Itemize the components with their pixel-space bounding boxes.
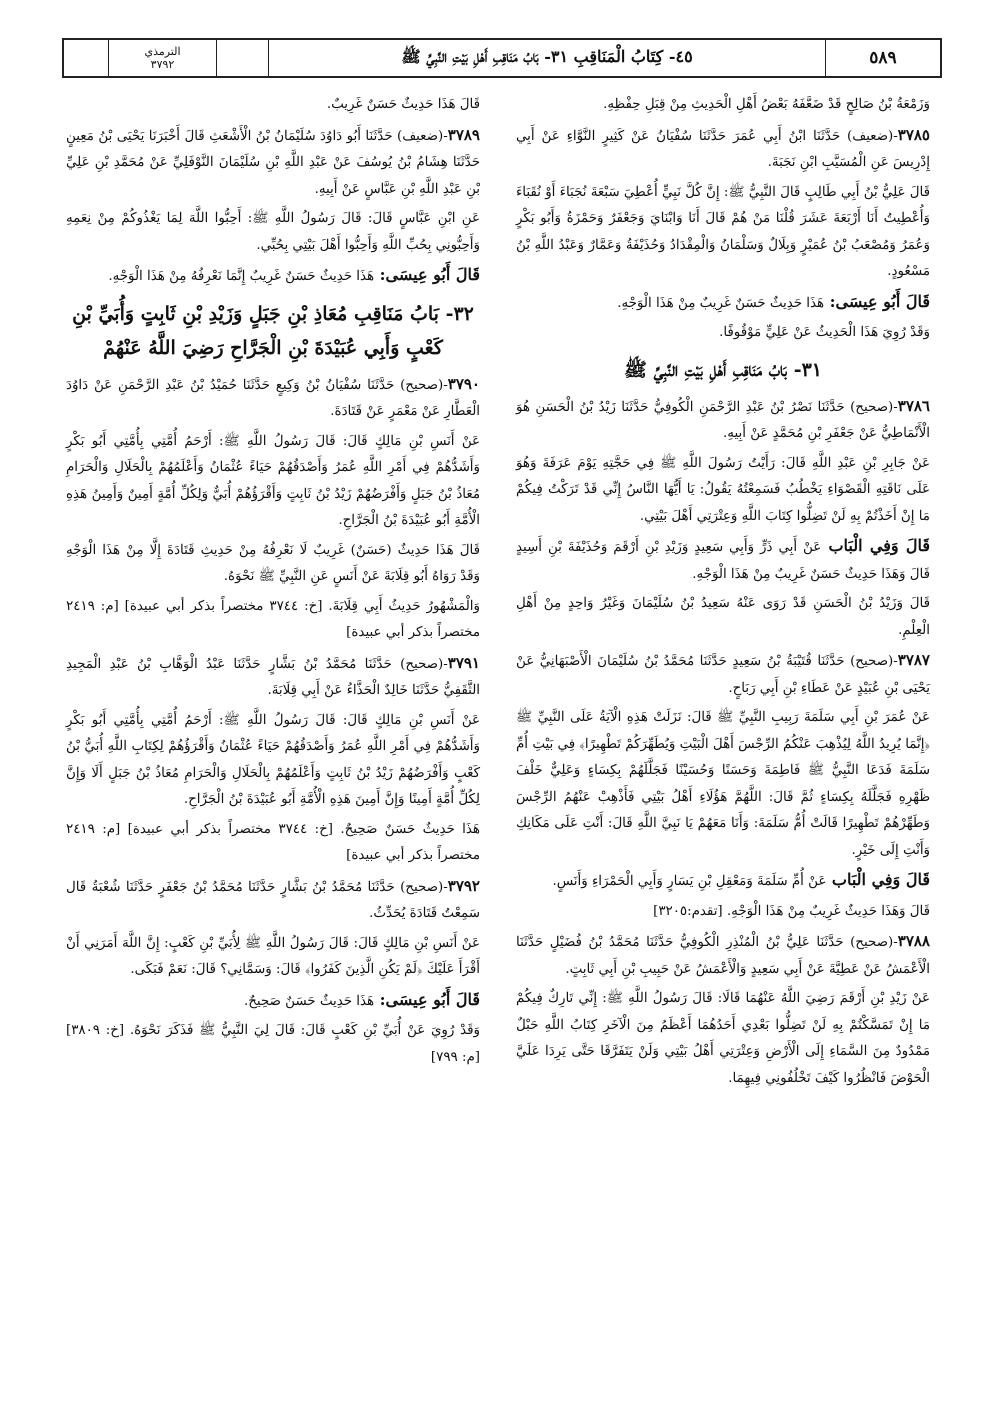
right-column xyxy=(516,92,930,1095)
text-paragraph xyxy=(516,591,930,644)
commentary-lead: قَالَ أَبُو عِيسَى: xyxy=(374,989,480,1009)
paragraph-text: -(ضعيف) حَدَّثَنَا أَبُو دَاوُدَ سُلَيْمَانُ بْنُ الْأَشْعَثِ قَالَ أَخْبَرَنَا يَحْيَى بْنُ مَعِينٍ حَدَّثَنَا هِشَامُ بْنُ يُوسُفَ عَنْ عَبْدِ اللَّهِ بْنِ سُلَيْمَانَ النَّوْفَلِيِّ عَنْ مُحَمَّدِ بْنِ عَلِيِّ بْنِ عَبْدِ اللَّهِ بْنِ عَبَّاسٍ عَنْ أَبِيهِ. xyxy=(66,128,480,197)
paragraph-text: عَنْ أَنَسِ بْنِ مَالِكٍ قَالَ: قَالَ رَسُولُ اللَّهِ ﷺ: أَرْحَمُ أُمَّتِي بِأُمَّتِي أَبُو بَكْرٍ وَأَشَدُّهُمْ فِي أَمْرِ اللَّهِ عُمَرُ وَأَصْدَقُهُمْ حَيَاءً عُثْمَانُ وَأَعْلَمُهُمْ بِالْحَلَالِ وَالْحَرَامِ مُعَاذُ بْنُ جَبَلٍ وَأَفْرَضُهُمْ زَيْدُ بْنُ ثَابِتٍ وَأَقْرَؤُهُمْ أُبَيٌّ وَلِكُلِّ أُمَّةٍ أَمِينٌ وَأَمِينُ هَذِهِ الْأُمَّةِ أَبُو عُبَيْدَةَ بْنُ الْجَرَّاحِ. xyxy=(66,433,480,528)
paragraph-text: هَذَا حَدِيثٌ حَسَنٌ غَرِيبٌ إِنَّمَا نَعْرِفُهُ مِنْ هَذَا الْوَجْهِ. xyxy=(108,269,375,284)
hadith-paragraph xyxy=(66,650,480,705)
text-paragraph xyxy=(516,92,930,119)
paragraph-text: -(صحيح) حَدَّثَنَا نَصْرُ بْنُ عَبْدِ الرَّحْمَنِ الْكُوفِيُّ حَدَّثَنَا زَيْدُ بْنُ الْحَسَنِ هُوَ الْأَنْمَاطِيُّ عَنْ جَعْفَرِ بْنِ مُحَمَّدٍ عَنْ أَبِيهِ. xyxy=(516,399,930,441)
text-paragraph xyxy=(516,180,930,286)
text-paragraph xyxy=(516,320,930,347)
paragraph-text: -(صحيح) حَدَّثَنَا مُحَمَّدُ بْنُ بَشَّارٍ حَدَّثَنَا عَبْدُ الْوَهَّابِ بْنُ عَبْدِ الْمَجِيدِ الثَّقَفِيُّ حَدَّثَنَا خَالِدٌ الْحَذَّاءُ عَنْ أَبِي قِلَابَةَ. xyxy=(66,656,480,698)
page-header xyxy=(62,38,942,78)
paragraph-text: قَالَ وَزَيْدُ بْنُ الْحَسَنِ قَدْ رَوَى عَنْهُ سَعِيدُ بْنُ سُلَيْمَانَ وَغَيْرُ وَاحِدٍ مِنْ أَهْلِ الْعِلْمِ. xyxy=(516,596,930,638)
paragraph-text: قَالَ هَذَا حَدِيثٌ حَسَنٌ غَرِيبٌ. xyxy=(326,97,480,112)
text-paragraph xyxy=(66,538,480,591)
text-paragraph xyxy=(66,206,480,259)
header-empty-cell xyxy=(64,40,109,76)
header-ref-number: ٣٧٩٢ xyxy=(150,58,175,71)
paragraph-text: وَزَمْعَةُ بْنُ صَالِحٍ قَدْ ضَعَّفَهُ بَعْضُ أَهْلِ الْحَدِيثِ مِنْ قِبَلِ حِفْظِهِ. xyxy=(603,97,930,112)
hadith-paragraph xyxy=(66,122,480,204)
paragraph-text: قَالَ عَلِيُّ بْنُ أَبِي طَالِبٍ قَالَ النَّبِيُّ ﷺ: إِنَّ كُلَّ نَبِيٍّ أُعْطِيَ سَبْعَةَ نُجَبَاءَ أَوْ نُقَبَاءَ وَأُعْطِيتُ أَنَا أَرْبَعَةَ عَشَرَ قُلْنَا مَنْ هُمْ قَالَ أَنَا وَابْنَايَ وَجَعْفَرٌ وَحَمْزَةُ وَأَبُو بَكْرٍ وَعُمَرُ وَمُصْعَبُ بْنُ عُمَيْرٍ وَبِلَالٌ وَسَلْمَانُ وَالْمِقْدَادُ وَحُذَيْفَةُ وَعَمَّارٌ وَعَبْدُ اللَّهِ بْنُ مَسْعُودٍ. xyxy=(516,184,930,279)
hadith-paragraph xyxy=(516,928,930,983)
text-paragraph xyxy=(66,817,480,870)
paragraph-text: -(صحيح) حَدَّثَنَا قُتَيْبَةُ بْنُ سَعِيدٍ حَدَّثَنَا مُحَمَّدُ بْنُ سُلَيْمَانَ الْأَصْبَهَانِيُّ عَنْ يَحْيَى بْنِ عُبَيْدٍ عَنْ عَطَاءِ بْنِ أَبِي رَبَاحٍ. xyxy=(516,654,930,696)
commentary-paragraph xyxy=(66,987,480,1016)
paragraph-text: عَنْ جَابِرِ بْنِ عَبْدِ اللَّهِ قَالَ: رَأَيْتُ رَسُولَ اللَّهِ ﷺ فِي حَجَّتِهِ يَوْمَ عَرَفَةَ وَهُوَ عَلَى نَاقَتِهِ الْقَصْوَاءِ يَخْطُبُ فَسَمِعْتُهُ يَقُولُ: يَا أَيُّهَا النَّاسُ إِنِّي قَدْ تَرَكْتُ فِيكُمْ مَا إِنْ أَخَذْتُمْ بِهِ لَنْ تَضِلُّوا كِتَابَ اللَّهِ وَعِتْرَتِي أَهْلَ بَيْتِي. xyxy=(516,455,930,524)
paragraph-text: هَذَا حَدِيثٌ حَسَنٌ صَحِيحٌ. [خ: ٣٧٤٤ مختصراً بذكر أبي عبيدة] [م: ٢٤١٩ مختصراً بذكر أبي عبيدة] xyxy=(66,821,480,863)
text-paragraph xyxy=(66,708,480,814)
text-paragraph xyxy=(66,92,480,119)
hadith-paragraph xyxy=(516,647,930,702)
hadith-number: ٣٧٨٨ xyxy=(897,932,930,950)
text-paragraph xyxy=(516,451,930,531)
header-empty-cell-2 xyxy=(217,40,269,76)
paragraph-text: وَقَدْ رُوِيَ هَذَا الْحَدِيثُ عَنْ عَلِيٍّ مَوْقُوفًا. xyxy=(719,325,930,340)
hadith-number: ٣٧٨٦ xyxy=(897,396,930,415)
header-ref-cell xyxy=(109,40,217,76)
paragraph-text: عَنْ زَيْدِ بْنِ أَرْقَمَ رَضِيَ اللَّهُ عَنْهُمَا قَالَا: قَالَ رَسُولُ اللَّهِ ﷺ: إِنِّي تَارِكٌ فِيكُمْ مَا إِنْ تَمَسَّكْتُمْ بِهِ لَنْ تَضِلُّوا بَعْدِي أَحَدُهُمَا أَعْظَمُ مِنَ الْآخَرِ كِتَابُ اللَّهِ حَبْلٌ مَمْدُودٌ مِنَ السَّمَاءِ إِلَى الْأَرْضِ وَعِتْرَتِي أَهْلُ بَيْتِي وَلَنْ يَتَفَرَّقَا حَتَّى يَرِدَا عَلَيَّ الْحَوْضَ فَانْظُرُوا كَيْفَ تَخْلُفُونِي فِيهِمَا. xyxy=(516,991,930,1086)
hadith-number: ٣٧٨٥ xyxy=(897,125,930,144)
paragraph-text: قَالَ هَذَا حَدِيثٌ (حَسَنٌ) غَرِيبٌ لَا نَعْرِفُهُ مِنْ حَدِيثِ قَتَادَةَ إِلَّا مِنْ هَذَا الْوَجْهِ وَقَدْ رَوَاهُ أَبُو قِلَابَةَ عَنْ أَنَسٍ عَنِ النَّبِيِّ ﷺ نَحْوَهُ. xyxy=(66,542,480,584)
commentary-paragraph xyxy=(516,533,930,588)
paragraph-text: -(صحيح) حَدَّثَنَا سُفْيَانُ بْنُ وَكِيعٍ حَدَّثَنَا حُمَيْدُ بْنُ عَبْدِ الرَّحْمَنِ عَنْ دَاوُدَ الْعَطَّارِ عَنْ مَعْمَرٍ عَنْ قَتَادَةَ. xyxy=(66,377,480,419)
paragraph-text: عَنْ أَنَسِ بْنِ مَالِكٍ قَالَ: قَالَ رَسُولُ اللَّهِ ﷺ لِأُبَيِّ بْنِ كَعْبٍ: إِنَّ اللَّهَ أَمَرَنِي أَنْ أَقْرَأَ عَلَيْكَ ﴿لَمْ يَكُنِ الَّذِينَ كَفَرُوا﴾ قَالَ: وَسَمَّانِي؟ قَالَ: نَعَمْ فَبَكَى. xyxy=(66,935,480,977)
header-title: ٤٥- كِتَابُ الْمَنَاقِبِ ٣١- بَابُ مَنَاقِبِ أَهْلِ بَيْتِ النَّبِيِّ ﷺ xyxy=(269,40,826,76)
paragraph-text: عَنْ أُمِّ سَلَمَةَ وَمَعْقِلِ بْنِ يَسَارٍ وَأَبِي الْحَمْرَاءِ وَأَنَسٍ. xyxy=(552,874,827,889)
paragraph-text: هَذَا حَدِيثٌ حَسَنٌ غَرِيبٌ مِنْ هَذَا الْوَجْهِ. xyxy=(617,295,825,311)
text-paragraph xyxy=(516,705,930,864)
text-paragraph xyxy=(66,594,480,647)
paragraph-text: -(صحيح) حَدَّثَنَا عَلِيُّ بْنُ الْمُنْذِرِ الْكُوفِيُّ حَدَّثَنَا مُحَمَّدُ بْنُ فُضَيْلٍ حَدَّثَنَا الْأَعْمَشُ عَنْ عَطِيَّةَ عَنْ أَبِي سَعِيدٍ وَالْأَعْمَشُ عَنْ حَبِيبِ بْنِ أَبِي ثَابِتٍ. xyxy=(516,935,930,977)
commentary-paragraph xyxy=(66,262,480,291)
paragraph-text: عَنْ عُمَرَ بْنِ أَبِي سَلَمَةَ رَبِيبِ النَّبِيِّ ﷺ قَالَ: نَزَلَتْ هَذِهِ الْآيَةُ عَلَى النَّبِيِّ ﷺ ﴿إِنَّمَا يُرِيدُ اللَّهُ لِيُذْهِبَ عَنْكُمُ الرِّجْسَ أَهْلَ الْبَيْتِ وَيُطَهِّرَكُمْ تَطْهِيرًا﴾ فِي بَيْتِ أُمِّ سَلَمَةَ فَدَعَا النَّبِيُّ ﷺ فَاطِمَةَ وَحَسَنًا وَحُسَيْنًا فَجَلَّلَهُمْ بِكِسَاءٍ وَعَلِيٌّ خَلْفَ ظَهْرِهِ فَجَلَّلَهُ بِكِسَاءٍ ثُمَّ قَالَ: اللَّهُمَّ هَؤُلَاءِ أَهْلُ بَيْتِي فَأَذْهِبْ عَنْهُمُ الرِّجْسَ وَطَهِّرْهُمْ تَطْهِيرًا قَالَتْ أُمُّ سَلَمَةَ: وَأَنَا مَعَهُمْ يَا نَبِيَّ اللَّهِ قَالَ: أَنْتِ عَلَى مَكَانِكِ وَأَنْتِ إِلَى خَيْرٍ. xyxy=(516,710,930,858)
commentary-lead: قَالَ أَبُو عِيسَى: xyxy=(374,265,480,284)
header-ref-label: الترمذي xyxy=(144,45,181,58)
paragraph-text: عَنْ أَبِي ذَرٍّ وَأَبِي سَعِيدٍ وَزَيْدِ بْنِ أَرْقَمَ وَحُذَيْفَةَ بْنِ أَسِيدٍ قَالَ وَهَذَا حَدِيثٌ حَسَنٌ غَرِيبٌ مِنْ هَذَا الْوَجْهِ. xyxy=(516,540,930,582)
text-paragraph xyxy=(66,429,480,535)
paragraph-text: عَنْ أَنَسِ بْنِ مَالِكٍ قَالَ: قَالَ رَسُولُ اللَّهِ ﷺ: أَرْحَمُ أُمَّتِي بِأُمَّتِي أَبُو بَكْرٍ وَأَشَدُّهُمْ فِي أَمْرِ اللَّهِ عُمَرُ وَأَصْدَقُهُمْ حَيَاءً عُثْمَانُ وَأَقْرَؤُهُمْ لِكِتَابِ اللَّهِ أُبَيُّ بْنُ كَعْبٍ وَأَفْرَضُهُمْ زَيْدُ بْنُ ثَابِتٍ وَأَعْلَمُهُمْ بِالْحَلَالِ وَالْحَرَامِ مُعَاذُ بْنُ جَبَلٍ أَلَا وَإِنَّ لِكُلِّ أُمَّةٍ أَمِينًا وَإِنَّ أَمِينَ هَذِهِ الْأُمَّةِ أَبُو عُبَيْدَةَ بْنُ الْجَرَّاحِ. xyxy=(66,712,480,807)
hadith-paragraph xyxy=(66,873,480,928)
paragraph-text: -(ضعيف) حَدَّثَنَا ابْنُ أَبِي عُمَرَ حَدَّثَنَا سُفْيَانُ عَنْ كَثِيرٍ النَّوَّاءِ عَنْ أَبِي إِدْرِيسَ عَنِ الْمُسَيَّبِ ابْنِ نَجَبَةَ. xyxy=(516,128,930,170)
hadith-number: ٣٧٩١ xyxy=(447,653,480,672)
hadith-paragraph xyxy=(516,393,930,448)
left-column xyxy=(66,92,480,1074)
hadith-number: ٣٧٨٧ xyxy=(897,651,930,669)
paragraph-text: -(صحيح) حَدَّثَنَا مُحَمَّدُ بْنُ بَشَّارٍ حَدَّثَنَا مُحَمَّدُ بْنُ جَعْفَرٍ حَدَّثَنَا شُعْبَةُ قَال سَمِعْتُ قَتَادَةَ يُحَدِّثُ. xyxy=(66,879,480,921)
commentary-lead: قَالَ وَفِي الْبَاب xyxy=(821,536,931,555)
paragraph-text: قَالَ وَهَذَا حَدِيثٌ غَرِيبٌ مِنْ هَذَا الْوَجْهِ. [تقدم:٣٢٠٥] xyxy=(653,903,930,919)
text-paragraph xyxy=(516,986,930,1092)
paragraph-text: هَذَا حَدِيثٌ حَسَنٌ صَحِيحٌ. xyxy=(243,993,375,1009)
text-paragraph xyxy=(66,931,480,984)
hadith-number: ٣٧٨٩ xyxy=(447,125,480,144)
paragraph-text: وَالْمَشْهُورُ حَدِيثُ أَبِي قِلَابَةَ. [خ: ٣٧٤٤ مختصراً بذكر أبي عبيدة] [م: ٢٤١٩ مختصراً بذكر أبي عبيدة] xyxy=(66,598,480,640)
paragraph-text: وَقَدْ رُوِيَ عَنْ أُبَيِّ بْنِ كَعْبٍ قَالَ: قَالَ لِيَ النَّبِيُّ ﷺ فَذَكَرَ نَحْوَهُ. [خ: ٣٨٠٩] [م: ٧٩٩] xyxy=(66,1023,480,1065)
commentary-lead: قَالَ وَفِي الْبَاب xyxy=(826,870,930,889)
hadith-paragraph xyxy=(66,371,480,426)
hadith-number: ٣٧٩٢ xyxy=(447,876,480,895)
chapter-heading: ٣١- بَابُ مَنَاقِبِ أَهْلِ بَيْتِ النَّبِيِّ ﷺ xyxy=(624,358,822,381)
chapter-heading: ٣٢- بَابُ مَنَاقِبِ مُعَاذِ بْنِ جَبَلٍ وَزَيْدِ بْنِ ثَابِتٍ وَأُبَيِّ بْنِ كَعْبٍ وَأَبِي عُبَيْدَةَ بْنِ الْجَرَّاحِ رَضِيَ اللَّهُ عَنْهُمْ xyxy=(72,302,474,359)
text-paragraph xyxy=(66,1018,480,1071)
commentary-lead: قَالَ أَبُو عِيسَى: xyxy=(824,291,930,311)
page-number: ٥٨٩ xyxy=(869,48,897,68)
paragraph-text: عَنِ ابْنِ عَبَّاسٍ قَالَ: قَالَ رَسُولُ اللَّهِ ﷺ: أَحِبُّوا اللَّهَ لِمَا يَغْذُوكُمْ مِنْ نِعَمِهِ وَأَحِبُّونِي بِحُبِّ اللَّهِ وَأَحِبُّوا أَهْلَ بَيْتِي بِحُبِّي. xyxy=(66,211,480,253)
hadith-paragraph xyxy=(516,122,930,177)
commentary-paragraph xyxy=(516,867,930,896)
text-paragraph xyxy=(516,899,930,926)
hadith-number: ٣٧٩٠ xyxy=(447,374,480,393)
commentary-paragraph xyxy=(516,289,930,318)
